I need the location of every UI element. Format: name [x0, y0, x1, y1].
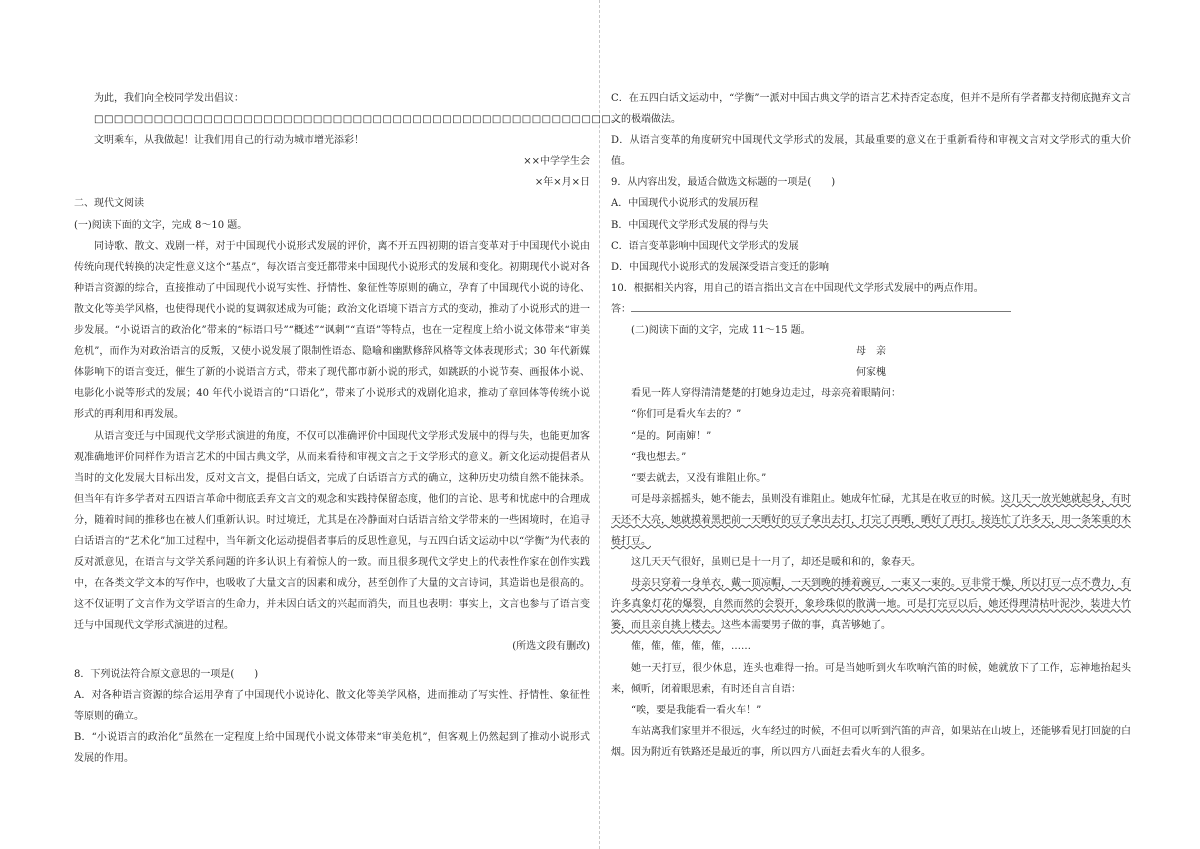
right-column: [611, 88, 1131, 763]
story-text: 这些本需要男子做的事，真苦够她了。: [721, 620, 891, 632]
reading-part1-instruction: (一)阅读下面的文字，完成 8～10 题。: [74, 219, 248, 231]
question-9-option-b: B．中国现代文学形式发展的得与失: [611, 219, 769, 231]
blank-boxes: □□□□□□□□□□□□□□□□□□□□□□□□□□□□□□□□□□□□□□□□□□□□□□□□□□□□。: [94, 114, 622, 126]
answer-row: [611, 299, 1131, 320]
reading-part2-instruction: (二)阅读下面的文字，完成 11～15 题。: [631, 325, 811, 337]
underlined-passage-2: 母亲只穿着一身单衣，戴一顶凉帽，一天到晚的捶着豌豆，一束又一束的。豆非常干燥，所以打豆一点不费力，有许多真象灯花的爆裂，自然而然的会裂开，象珍珠似的散满一地。可是打完豆以后，她还得理清枯叶泥沙，装进大竹篓，而且亲自挑上楼去。: [611, 578, 1131, 632]
question-9-option-a: A．中国现代小说形式的发展历程: [611, 198, 759, 210]
story-line-5: “要去就去，又没有谁阻止你。”: [631, 472, 767, 484]
signature-org: ××中学学生会: [523, 156, 590, 168]
story-paragraph-6: [611, 489, 1131, 552]
question-10: 10．根据相关内容，用自己的语言指出文言在中国现代文学形式发展中的两点作用。: [611, 282, 984, 294]
question-9-option-d: D．中国现代小说形式的发展深受语言变迁的影响: [611, 261, 830, 273]
story-line-1: 看见一阵人穿得清清楚楚的打她身边走过，母亲亮着眼睛问：: [631, 388, 901, 400]
story-line-7: 这几天天气很好，虽则已是十一月了，却还是暖和和的，象春天。: [631, 557, 921, 569]
proposal-intro: 为此，我们向全校同学发出倡议：: [94, 93, 244, 104]
story-author: 何家槐: [856, 367, 886, 379]
story-paragraph-12: 车站离我们家里并不很远，火车经过的时候，不但可以听到汽笛的声音，如果站在山坡上，还能够看见打回旋的白烟。因为附近有铁路还是最近的事，所以四方八面赶去看火车的人很多。: [611, 725, 1131, 758]
signature-date: ×年×月×日: [534, 177, 590, 189]
story-paragraph-10: 她一天打豆，很少休息，连头也难得一抬。可是当她听到火车吹响汽笛的时候，她就放下了工作，忘神地抬起头来，倾听，闭着眼思索，有时还自言自语：: [611, 662, 1131, 695]
passage-paragraph-1: 同诗歌、散文、戏剧一样，对于中国现代小说形式发展的评价，离不开五四初期的语言变革对于中国现代小说由传统向现代转换的决定性意义这个“基点”，每次语言变迁都带来中国现代小说形式的发展和变化。初期现代小说对各种语言资源的综合，直接推动了中国现代小说写实性、抒情性、象征性等原则的确立，孕育了中国现代小说的诗化、散文化等美学风格，也使得现代小说的复调叙述成为可能；政治文化语境下语言方式的变动，推动了小说形式的进一步发展。“小说语言的政治化”带来的“标语口号”“概述”“讽刺”“直语”等特点，也在一定程度上给小说文体带来“审美危机”，而作为对政治语言的反叛，又使小说发展了限制性语态、隐喻和幽默修辞风格等文体表现形式；30 年代新媒体影响下的语言变迁，催生了新的小说语言方式，带来了现代都市新小说的形式，如跳跃的小说节奏、画报体小说、电影化小说等形式的发展；40 年代小说语言的“口语化”，带来了小说形式的戏剧化追求，推动了章回体等传统小说形式的再利用和再发展。: [74, 240, 590, 421]
story-text: 可是母亲摇摇头，她不能去，虽则没有谁阻止。她成年忙碌，尤其是在收豆的时候。: [631, 493, 1001, 505]
question-8-option-a: A．对各种语言资源的综合运用孕育了中国现代小说诗化、散文化等美学风格，进而推动了写实性、抒情性、象征性等原则的确立。: [74, 689, 590, 722]
question-9-option-c: C．语言变革影响中国现代文学形式的发展: [611, 240, 799, 252]
story-line-2: “你们可是看火车去的？”: [631, 409, 742, 421]
question-8-option-c: C．在五四白话文运动中，“学衡”一派对中国古典文学的语言艺术持否定态度，但并不是所有学者都支持彻底抛弃文言文的极端做法。: [611, 93, 1131, 126]
story-line-9: 傕，傕，傕，傕，傕，……: [631, 641, 751, 653]
source-note: (所选文段有删改): [512, 641, 590, 653]
story-line-4: “我也想去。”: [631, 451, 687, 463]
section-heading: 二、现代文阅读: [74, 198, 144, 210]
answer-line[interactable]: [631, 299, 1011, 312]
story-paragraph-8: [611, 573, 1131, 636]
story-line-3: “是的。阿南婶！”: [631, 430, 712, 442]
question-9: 9．从内容出发，最适合做选文标题的一项是( ): [611, 177, 836, 189]
question-8: 8．下列说法符合原文意思的一项是( ): [74, 668, 259, 680]
passage-paragraph-2: 从语言变迁与中国现代文学形式演进的角度，不仅可以准确评价中国现代文学形式发展中的得与失，也能更加客观准确地评价同样作为语言艺术的中国古典文学，从而来看待和审视文言之于文学形式的意义。新文化运动提倡者从当时的文化发展大目标出发，反对文言文，提倡白话文，完成了白话语言方式的确立，这种历史功绩自然不能抹杀。但当年有许多学者对五四语言革命中彻底丢弃文言文的观念和实践持保留态度，他们的言论、思考和忧虑中的合理成分，随着时间的推移也在被人们重新认识。时过境迁，尤其是在冷静面对白话语言给文学带来的一些困境时，在追寻白话语言的“艺术化”加工过程中，当年新文化运动提倡者事后的反思性意见，与五四白话文运动中以“学衡”为代表的反对派意见，在语言与文学关系问题的许多认识上有着惊人的一致。而且很多现代文学史上的代表性作家在创作实践中，在各类文学文本的写作中，也吸收了大量文言的因素和成分，甚至创作了大量的文言诗词，其造诣也是很高的。这不仅证明了文言作为文学语言的生命力，并未因白话文的兴起而消失，而且也表明：事实上，文言也参与了语言变迁与中国现代文学形式演进的过程。: [74, 430, 590, 632]
question-8-option-d: D．从语言变革的角度研究中国现代文学形式的发展，其最重要的意义在于重新看待和审视文言对文学形式的重大价值。: [611, 135, 1131, 168]
answer-label: 答：: [611, 303, 631, 315]
proposal-slogan: 文明乘车，从我做起！让我们用自己的行动为城市增光添彩！: [94, 135, 364, 147]
story-line-11: “唉，要是我能看一看火车！”: [631, 704, 762, 716]
underlined-passage-1: 这几天一放光她就起身，有时天还不大亮，她就摸着黑把前一天晒好的豆子拿出去打，打完了再晒，晒好了再打。接连忙了许多天，用一条笨重的木梿打豆。: [611, 493, 1131, 547]
question-8-option-b: B．“小说语言的政治化”虽然在一定程度上给中国现代小说文体带来“审美危机”，但客观上仍然起到了推动小说形式发展的作用。: [74, 731, 590, 764]
left-column: [74, 88, 622, 769]
story-title: 母 亲: [856, 346, 886, 358]
